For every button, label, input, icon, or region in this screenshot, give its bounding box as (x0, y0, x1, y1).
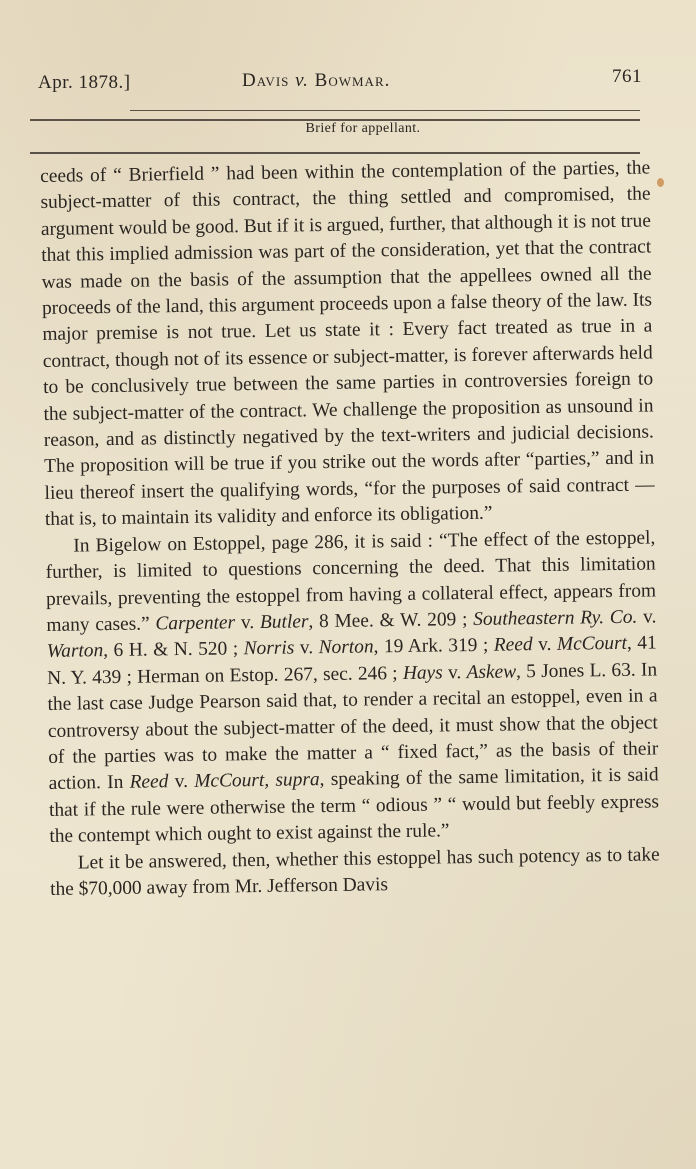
case-citation-name: McCourt (556, 633, 628, 656)
paper-stain (657, 178, 664, 187)
case-citation-name: Reed (129, 771, 169, 794)
text-run: v. (234, 611, 261, 634)
body-text (40, 155, 660, 903)
case-citation-name: Hays (402, 662, 443, 684)
header-date: Apr. 1878.] (38, 72, 131, 93)
page-number: 761 (612, 66, 642, 87)
case-citation-name: Warton (46, 640, 104, 663)
header-rule-thin (130, 110, 640, 111)
case-citation-name: McCourt, supra (194, 769, 320, 793)
paragraph-3: Let it be answered, then, whether this estoppel has such potency as to take the $70,000 away from Mr. Jefferson Davis (49, 843, 660, 900)
text-run: In Bigelow on Estoppel, page 286, it is said : “The effect of the estoppel, further, is limited to questions concerning the deed. That this limitation prevails, preventing the estoppel from having a collateral effect, appears from many cases.” (45, 527, 657, 636)
text-run: , 6 H. & N. 520 ; (103, 638, 244, 662)
section-subhead: Brief for appellant. (305, 121, 421, 136)
running-head (36, 66, 660, 96)
case-citation-name: Norton (318, 636, 374, 659)
text-run: , speaking of the same limitation, it is said that if the rule were otherwise the term “ odious ” “ would but feebly express the contempt which ought to exist against the rule.” (48, 764, 660, 848)
header-case-title (242, 70, 390, 92)
text-run: , 41 N. Y. 439 ; Herman on Estop. 267, sec. 246 ; (47, 632, 657, 689)
text-run: v. (168, 771, 195, 793)
case-citation-name: Reed (493, 634, 533, 657)
text-run: v. (294, 637, 319, 659)
text-run: , 8 Mee. & W. 209 ; (308, 608, 474, 633)
text-run: , 5 Jones L. 63. In the last case Judge Pearson said that, to render a recital an estoppel, even in a controversy about the subject-matter of the deed, it must show that the object of the parties was to make the matter a “ fixed fact,” as the basis of their action. In (47, 659, 659, 795)
case-party-left: Davis (242, 70, 290, 91)
paragraph-1: ceeds of “ Brierfield ” had been within the contemplation of the parties, the subject-matter of this contract, the thing settled and compromised, the argument would be good. But if it is argued, further, that although it is not true that this implied admission was part of the consideration, yet that the contract was made on the basis of the assumption that the appellees owned all the proceeds of the land, this argument proceeds upon a false theory of the law. Its major premise is not true. Let us state it : Every fact treated as true in a contract, though not of its essence or subject-matter, is forever afterwards held to be conclusively true between the same parties in controversies foreign to the subject-matter of the contract. We challenge the proposition as unsound in reason, and as distinctly negatived by the text-writers and judicial decisions. The proposition will be true if you strike out the words after “parties,” and in lieu thereof insert the qualifying words, “for the purposes of said contract — that is, to maintain its validity and enforce its obligation.” (40, 157, 655, 531)
text-run: v. (532, 634, 558, 656)
case-citation-name: Norris (243, 637, 295, 660)
subhead-rule (30, 152, 640, 154)
text-run: , 19 Ark. 319 ; (373, 635, 495, 658)
case-versus: v. (295, 70, 309, 91)
case-citation-name: Askew (466, 661, 517, 683)
case-citation-name: Southeastern Ry. Co. (473, 606, 638, 630)
text-run: v. (637, 606, 657, 628)
text-run: v. (442, 661, 467, 684)
case-citation-name: Carpenter (155, 612, 236, 635)
paragraph-2 (45, 525, 659, 850)
case-citation-name: Butler (259, 611, 309, 633)
case-party-right: Bowmar. (314, 70, 391, 91)
